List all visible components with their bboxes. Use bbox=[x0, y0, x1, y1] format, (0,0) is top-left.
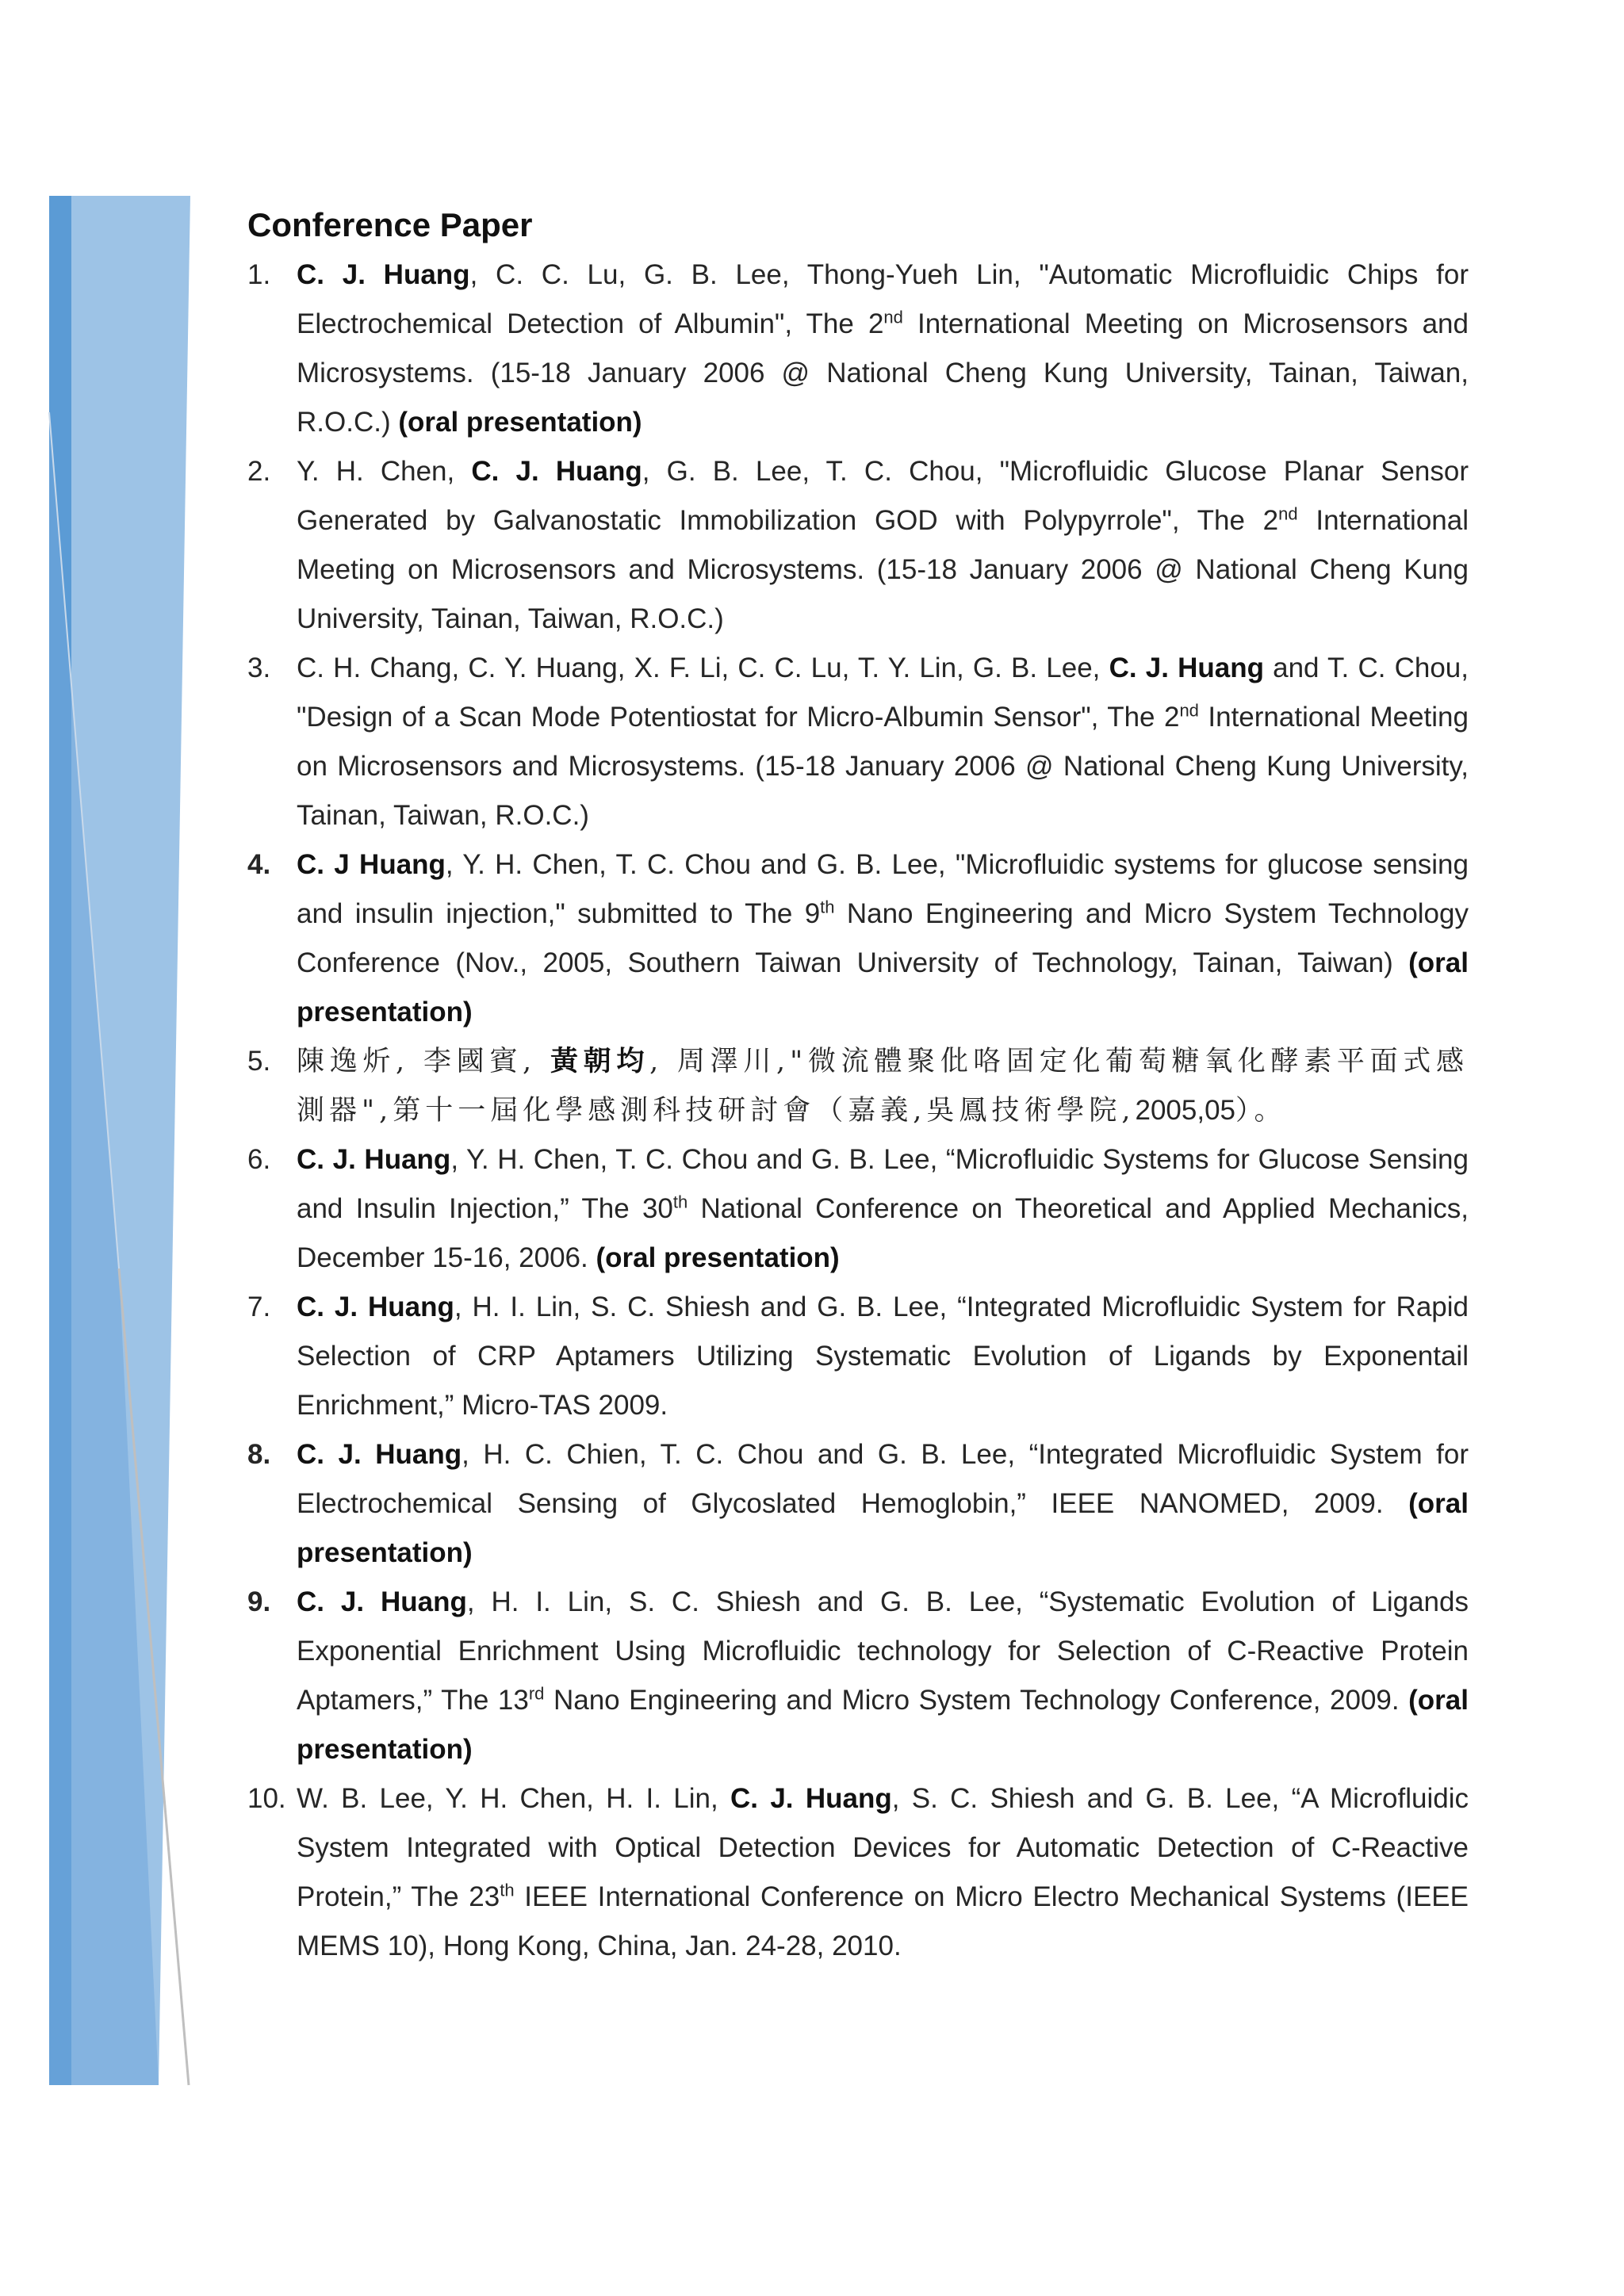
reference-number: 8. bbox=[247, 1439, 271, 1470]
reference-text: 陳逸炘, 李國賓, bbox=[297, 1046, 550, 1077]
reference-text: International Meeting on Microsensors and Microsystems. (15-18 January 2006 @ National Cheng Kung University, Tainan, Taiwan, R.O.C.) bbox=[297, 505, 1469, 634]
ordinal-suffix: nd bbox=[883, 307, 903, 327]
reference-item bbox=[247, 1774, 1469, 1971]
author-highlight: (oral presentation) bbox=[297, 947, 1469, 1027]
reference-text: , 周澤川,"微流體聚仳咯固定化葡萄糖氧化酵素平面式感測器",第十一屆化學感測科技研討會（嘉義,吳鳳技術學院, bbox=[297, 1046, 1469, 1127]
reference-text: , S. C. Shiesh and G. B. Lee, “A Microfluidic System Integrated with Optical Detection Devices for Automatic Detection of C-Reactive Protein,” The 23 bbox=[297, 1783, 1469, 1912]
reference-item bbox=[247, 1037, 1469, 1135]
ordinal-suffix: th bbox=[500, 1880, 515, 1900]
reference-text: , H. I. Lin, S. C. Shiesh and G. B. Lee, “Systematic Evolution of Ligands Exponential Enrichment Using Microfluidic technology for Selection of C-Reactive Protein Aptamers,” The 13 bbox=[297, 1586, 1469, 1716]
author-highlight: C. J. Huang bbox=[297, 1439, 462, 1470]
reference-list bbox=[247, 251, 1469, 1971]
ordinal-suffix: rd bbox=[528, 1683, 545, 1704]
author-highlight: C. J. Huang bbox=[297, 1292, 454, 1322]
reference-number: 2. bbox=[247, 456, 271, 487]
reference-text: IEEE International Conference on Micro Electro Mechanical Systems (IEEE MEMS 10), Hong Kong, China, Jan. 24-28, 2010. bbox=[297, 1881, 1469, 1961]
reference-text: , H. C. Chien, T. C. Chou and G. B. Lee, “Integrated Microfluidic System for Electrochemical Sensing of Glycoslated Hemoglobin,” IEEE NANOMED, 2009. bbox=[297, 1439, 1469, 1519]
side-decoration bbox=[0, 0, 206, 2296]
ordinal-suffix: th bbox=[820, 897, 835, 917]
author-highlight: (oral presentation) bbox=[398, 407, 642, 438]
ordinal-suffix: nd bbox=[1179, 700, 1199, 721]
reference-text: C. H. Chang, C. Y. Huang, X. F. Li, C. C. Lu, T. Y. Lin, G. B. Lee, bbox=[297, 652, 1109, 683]
author-highlight: C. J. Huang bbox=[730, 1783, 892, 1814]
reference-item bbox=[247, 251, 1469, 447]
reference-text: , H. I. Lin, S. C. Shiesh and G. B. Lee, “Integrated Microfluidic System for Rapid Selection of CRP Aptamers Utilizing Systematic Evolution of Ligands by Exponentail Enrichment,” Micro-TAS 2009. bbox=[297, 1292, 1469, 1421]
reference-number: 7. bbox=[247, 1292, 271, 1322]
reference-text: , Y. H. Chen, T. C. Chou and G. B. Lee, "Microfluidic systems for glucose sensing and insulin injection," submitted to The 9 bbox=[297, 849, 1469, 929]
reference-text: Y. H. Chen, bbox=[297, 456, 472, 487]
author-highlight: C. J. Huang bbox=[297, 259, 470, 290]
reference-item bbox=[247, 644, 1469, 840]
author-highlight: C. J. Huang bbox=[1109, 652, 1264, 683]
author-highlight: 黃朝均 bbox=[550, 1045, 650, 1077]
reference-number: 3. bbox=[247, 652, 271, 683]
reference-text: , G. B. Lee, T. C. Chou, "Microfluidic Glucose Planar Sensor Generated by Galvanostatic Immobilization GOD with Polypyrrole", The 2 bbox=[297, 456, 1469, 536]
reference-text: and T. C. Chou, "Design of a Scan Mode Potentiostat for Micro-Albumin Sensor", The 2 bbox=[297, 652, 1469, 733]
reference-text: International Meeting on Microsensors and Microsystems. (15-18 January 2006 @ National Cheng Kung University, Tainan, Taiwan, R.O.C.) bbox=[297, 702, 1469, 831]
author-highlight: (oral presentation) bbox=[297, 1685, 1469, 1765]
author-highlight: C. J. Huang bbox=[471, 456, 642, 487]
author-highlight: C. J. Huang bbox=[297, 1144, 451, 1175]
reference-number: 10. bbox=[247, 1783, 286, 1814]
reference-text: , C. C. Lu, G. B. Lee, Thong-Yueh Lin, "Automatic Microfluidic Chips for Electrochemical Detection of Albumin", The 2 bbox=[297, 259, 1469, 339]
reference-text: Nano Engineering and Micro System Technology Conference, 2009. bbox=[544, 1685, 1409, 1716]
reference-text: ）。 bbox=[1235, 1095, 1287, 1127]
reference-text: , Y. H. Chen, T. C. Chou and G. B. Lee, “Microfluidic Systems for Glucose Sensing and Insulin Injection,” The 30 bbox=[297, 1144, 1469, 1224]
reference-item bbox=[247, 1135, 1469, 1283]
reference-item bbox=[247, 1578, 1469, 1774]
reference-text: National Conference on Theoretical and Applied Mechanics, December 15-16, 2006. bbox=[297, 1193, 1469, 1273]
reference-text: W. B. Lee, Y. H. Chen, H. I. Lin, bbox=[297, 1783, 731, 1814]
reference-number: 4. bbox=[247, 849, 271, 880]
reference-number: 6. bbox=[247, 1144, 271, 1175]
reference-text: Nano Engineering and Micro System Technology Conference (Nov., 2005, Southern Taiwan University of Technology, Tainan, Taiwan) bbox=[297, 898, 1469, 978]
author-highlight: C. J Huang bbox=[297, 849, 446, 880]
reference-item bbox=[247, 1283, 1469, 1430]
section-heading: Conference Paper bbox=[247, 206, 533, 243]
document-body bbox=[247, 200, 1469, 1971]
reference-text: 2005,05 bbox=[1135, 1095, 1236, 1126]
reference-item bbox=[247, 447, 1469, 644]
ordinal-suffix: nd bbox=[1278, 503, 1298, 524]
ordinal-suffix: th bbox=[672, 1192, 688, 1212]
reference-number: 1. bbox=[247, 259, 271, 290]
author-highlight: (oral presentation) bbox=[297, 1488, 1469, 1568]
reference-item bbox=[247, 1430, 1469, 1578]
author-highlight: C. J. Huang bbox=[297, 1586, 467, 1617]
reference-item bbox=[247, 840, 1469, 1037]
author-highlight: (oral presentation) bbox=[596, 1242, 840, 1273]
reference-text: International Meeting on Microsensors and Microsystems. (15-18 January 2006 @ National Cheng Kung University, Tainan, Taiwan, R.O.C.) bbox=[297, 308, 1469, 438]
reference-number: 5. bbox=[247, 1046, 271, 1077]
reference-number: 9. bbox=[247, 1586, 271, 1617]
